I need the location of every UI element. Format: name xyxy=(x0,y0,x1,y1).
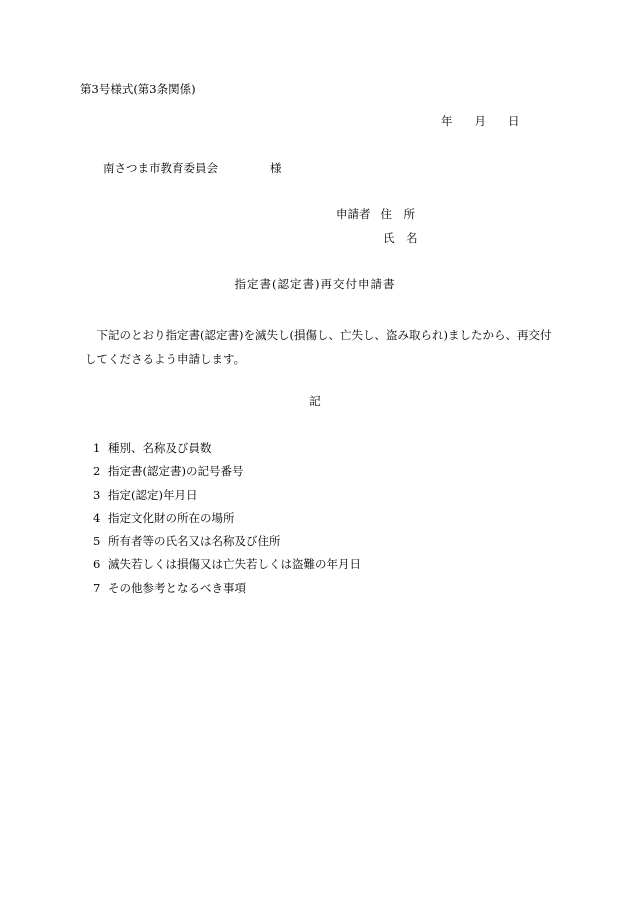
ki-heading: 記 xyxy=(309,394,321,408)
recipient-name: 南さつま市教育委員会 xyxy=(103,161,218,175)
item-number: 7 xyxy=(93,580,101,595)
recipient-line xyxy=(103,160,282,176)
form-label: 第3号様式(第3条関係) xyxy=(80,82,196,96)
list-item xyxy=(93,440,361,463)
list-item xyxy=(93,533,361,556)
applicant-address-label: 住 所 xyxy=(380,207,415,221)
list-item xyxy=(93,487,361,510)
item-number: 3 xyxy=(93,487,101,502)
item-list xyxy=(93,440,361,603)
item-number: 2 xyxy=(93,464,101,479)
date-month-label: 月 xyxy=(474,114,486,128)
list-item xyxy=(93,580,361,603)
applicant-role: 申請者 xyxy=(336,207,371,221)
item-label: 種別、名称及び員数 xyxy=(108,441,212,455)
date-day-label: 日 xyxy=(508,114,520,128)
list-item xyxy=(93,510,361,533)
item-label: 指定書(認定書)の記号番号 xyxy=(108,464,244,479)
item-number: 1 xyxy=(93,441,101,455)
applicant-name-label: 氏 名 xyxy=(383,231,418,245)
date-year-label: 年 xyxy=(441,114,453,128)
document-title: 指定書(認定書)再交付申請書 xyxy=(234,277,396,291)
item-label: 指定文化財の所在の場所 xyxy=(108,510,235,525)
item-number: 5 xyxy=(93,534,101,549)
item-label: 滅失若しくは損傷又は亡失若しくは盗難の年月日 xyxy=(108,557,361,572)
item-number: 6 xyxy=(93,557,101,572)
recipient-honorific: 様 xyxy=(270,161,282,175)
list-item xyxy=(93,556,361,579)
applicant-address-line xyxy=(336,206,415,222)
item-label: 指定(認定)年月日 xyxy=(108,487,198,502)
item-label: その他参考となるべき事項 xyxy=(108,580,246,595)
applicant-name-line xyxy=(383,230,418,246)
list-item xyxy=(93,463,361,486)
body-paragraph: 下記のとおり指定書(認定書)を滅失し(損傷し、亡失し、盗み取られ)ましたから、再交付してくださるよう申請します。 xyxy=(85,328,552,366)
date-line xyxy=(441,113,520,129)
item-label: 所有者等の氏名又は名称及び住所 xyxy=(108,534,281,549)
item-number: 4 xyxy=(93,510,101,525)
